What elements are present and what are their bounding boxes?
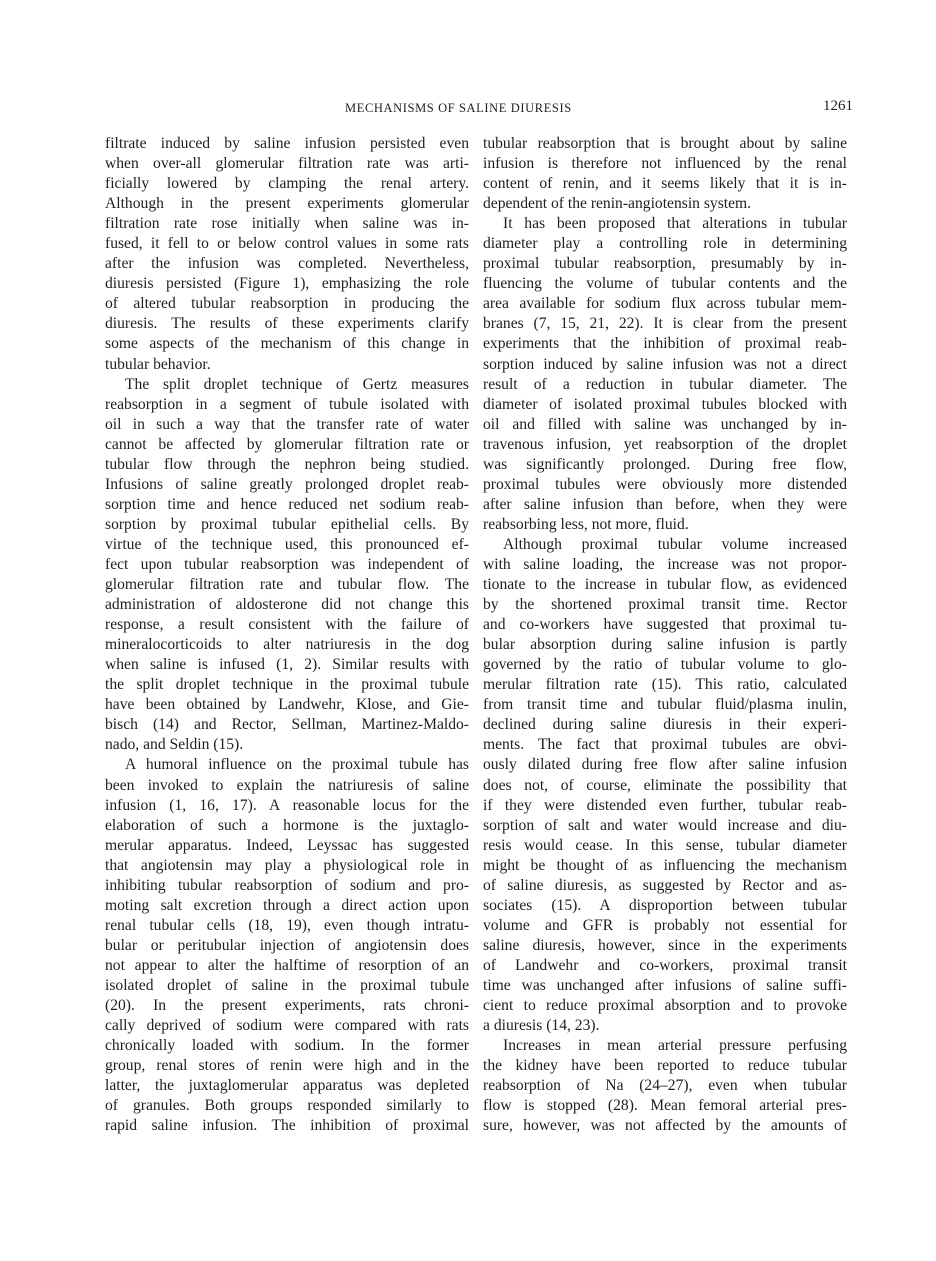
text-line: The split droplet technique of Gertz measures <box>125 375 469 393</box>
text-line: inhibiting tubular reabsorption of sodium and pro- <box>105 876 469 894</box>
text-line: governed by the ratio of tubular volume to glo- <box>483 656 847 674</box>
text-line: bular or peritubular injection of angiotensin does <box>105 936 469 954</box>
text-line: travenous infusion, yet reabsorption of the droplet <box>483 435 847 453</box>
text-line: resis would cease. In this sense, tubular diameter <box>483 836 847 854</box>
text-line: ously dilated during free flow after saline infusion <box>483 756 847 774</box>
text-line: does not, of course, eliminate the possibility that <box>483 776 847 794</box>
paragraph <box>483 134 847 214</box>
text-line: of Landwehr and co-workers, proximal transit <box>483 956 847 974</box>
text-line: content of renin, and it seems likely that it is in- <box>483 175 847 193</box>
text-line: reabsorbing less, not more, fluid. <box>483 515 689 533</box>
paragraph <box>483 1036 847 1136</box>
text-line: tubular reabsorption that is brought about by saline <box>483 135 847 152</box>
text-line: cannot be affected by glomerular filtration rate or <box>105 435 469 453</box>
text-line: ments. The fact that proximal tubules are obvi- <box>483 736 847 754</box>
text-line: cally deprived of sodium were compared with rats <box>105 1017 469 1035</box>
text-line: A humoral influence on the proximal tubule has <box>125 756 469 774</box>
text-line: rapid saline infusion. The inhibition of proximal <box>105 1117 469 1135</box>
text-line: oil in such a way that the transfer rate of water <box>105 415 469 433</box>
text-line: of altered tubular reabsorption in producing the <box>105 295 469 313</box>
text-line: virtue of the technique used, this pronounced ef- <box>105 535 469 553</box>
text-line: from transit time and tubular fluid/plasma inulin, <box>483 696 847 714</box>
text-line: diameter of isolated proximal tubules blocked with <box>483 395 847 413</box>
text-line: (20). In the present experiments, rats chroni- <box>105 997 469 1015</box>
text-line: chronically loaded with sodium. In the former <box>105 1037 469 1055</box>
text-line: diuresis. The results of these experiments clarify <box>105 315 469 333</box>
text-line: It has been proposed that alterations in tubular <box>503 215 847 233</box>
text-line: bular absorption during saline infusion is partly <box>483 636 847 654</box>
text-line: might be thought of as influencing the mechanism <box>483 856 847 874</box>
text-line: bisch (14) and Rector, Sellman, Martinez-Maldo- <box>105 716 469 734</box>
text-line: elaboration of such a hormone is the juxtaglo- <box>105 816 469 834</box>
text-line: if they were distended even further, tubular reab- <box>483 796 847 814</box>
paragraph <box>483 535 847 1036</box>
text-line: fused, it fell to or below control values in some rats <box>105 235 469 253</box>
text-line: reabsorption in a segment of tubule isolated with <box>105 395 469 413</box>
text-line: when saline is infused (1, 2). Similar results with <box>105 656 469 674</box>
text-line: experiments that the inhibition of proximal reab- <box>483 335 847 353</box>
page-number: 1261 <box>823 98 853 114</box>
text-line: when over-all glomerular filtration rate was arti- <box>105 155 469 173</box>
text-line: isolated droplet of saline in the proximal tubule <box>105 976 469 994</box>
text-line: the split droplet technique in the proximal tubule <box>105 676 469 694</box>
text-line: was significantly prolonged. During free flow, <box>483 455 847 473</box>
text-line: Increases in mean arterial pressure perfusing <box>503 1037 847 1055</box>
text-line: merular filtration rate (15). This ratio, calculated <box>483 676 847 694</box>
text-line: declined during saline diuresis in their experi- <box>483 716 847 734</box>
text-line: diameter play a controlling role in determining <box>483 235 847 253</box>
text-line: infusion is therefore not influenced by the renal <box>483 155 847 173</box>
text-line: flow is stopped (28). Mean femoral arterial pres- <box>483 1097 847 1115</box>
text-line: tionate to the increase in tubular flow, as evidenced <box>483 576 847 594</box>
text-line: latter, the juxtaglomerular apparatus was depleted <box>105 1077 469 1095</box>
text-line: mineralocorticoids to alter natriuresis in the dog <box>105 636 469 654</box>
right-column <box>483 134 847 1136</box>
text-line: Infusions of saline greatly prolonged droplet reab- <box>105 475 469 493</box>
text-line: infusion (1, 16, 17). A reasonable locus for the <box>105 796 469 814</box>
text-line: some aspects of the mechanism of this change in <box>105 335 469 353</box>
text-line: of saline diuresis, as suggested by Rector and as- <box>483 876 847 894</box>
running-head <box>0 98 936 120</box>
text-line: sorption by proximal tubular epithelial cells. By <box>105 515 469 533</box>
text-line: moting salt excretion through a direct action upon <box>105 896 469 914</box>
paragraph <box>105 755 469 1136</box>
text-line: oil and filled with saline was unchanged by in- <box>483 415 847 433</box>
text-line: not appear to alter the halftime of resorption of an <box>105 956 469 974</box>
text-line: cient to reduce proximal absorption and to provoke <box>483 997 847 1015</box>
text-line: have been obtained by Landwehr, Klose, and Gie- <box>105 696 469 714</box>
text-line: Although in the present experiments glomerular <box>105 195 469 213</box>
text-line: glomerular filtration rate and tubular flow. The <box>105 576 469 594</box>
text-line: renal tubular cells (18, 19), even though intratu- <box>105 916 469 934</box>
text-line: fect upon tubular reabsorption was independent of <box>105 555 469 573</box>
left-column <box>105 134 469 1136</box>
text-line: proximal tubules were obviously more distended <box>483 475 847 493</box>
text-line: and co-workers have suggested that proximal tu- <box>483 616 847 634</box>
text-line: of granules. Both groups responded similarly to <box>105 1097 469 1115</box>
paragraph <box>483 214 847 535</box>
text-line: after saline infusion than before, when they were <box>483 495 847 513</box>
text-line: group, renal stores of renin were high and in the <box>105 1057 469 1075</box>
text-line: nado, and Seldin (15). <box>105 736 244 754</box>
text-line: sorption time and hence reduced net sodium reab- <box>105 495 469 513</box>
text-line: time was unchanged after infusions of saline suffi- <box>483 976 847 994</box>
text-line: filtrate induced by saline infusion persisted even <box>105 135 469 152</box>
text-line: administration of aldosterone did not change this <box>105 596 469 614</box>
text-line: sociates (15). A disproportion between tubular <box>483 896 847 914</box>
text-line: tubular flow through the nephron being studied. <box>105 455 469 473</box>
text-line: merular apparatus. Indeed, Leyssac has suggested <box>105 836 469 854</box>
text-line: response, a result consistent with the failure of <box>105 616 469 634</box>
text-line: ficially lowered by clamping the renal artery. <box>105 175 469 193</box>
text-line: sure, however, was not affected by the amounts of <box>483 1117 847 1135</box>
text-line: result of a reduction in tubular diameter. The <box>483 375 847 393</box>
text-line: branes (7, 15, 21, 22). It is clear from the present <box>483 315 847 333</box>
paragraph <box>105 375 469 756</box>
text-line: saline diuresis, however, since in the experiments <box>483 936 847 954</box>
text-line: proximal tubular reabsorption, presumably by in- <box>483 255 847 273</box>
text-line: dependent of the renin-angiotensin system. <box>483 195 752 213</box>
text-line: filtration rate rose initially when saline was in- <box>105 215 469 233</box>
text-line: volume and GFR is probably not essential for <box>483 916 847 934</box>
text-line: by the shortened proximal transit time. Rector <box>483 596 847 614</box>
text-line: area available for sodium flux across tubular mem- <box>483 295 847 313</box>
text-line: reabsorption of Na (24–27), even when tubular <box>483 1077 847 1095</box>
text-line: Although proximal tubular volume increased <box>503 535 847 553</box>
text-line: fluencing the volume of tubular contents and the <box>483 275 847 293</box>
text-line: with saline loading, the increase was not propor- <box>483 555 847 573</box>
text-line: the kidney have been reported to reduce tubular <box>483 1057 847 1075</box>
text-line: sorption induced by saline infusion was not a direct <box>483 355 847 373</box>
text-line: a diuresis (14, 23). <box>483 1017 600 1035</box>
text-line: after the infusion was completed. Nevertheless, <box>105 255 469 273</box>
paragraph <box>105 134 469 375</box>
text-line: that angiotensin may play a physiological role in <box>105 856 469 874</box>
text-line: sorption of salt and water would increase and diu- <box>483 816 847 834</box>
text-line: tubular behavior. <box>105 355 211 373</box>
running-title: MECHANISMS OF SALINE DIURESIS <box>345 101 572 115</box>
text-line: diuresis persisted (Figure 1), emphasizing the role <box>105 275 469 293</box>
text-line: been invoked to explain the natriuresis of saline <box>105 776 469 794</box>
